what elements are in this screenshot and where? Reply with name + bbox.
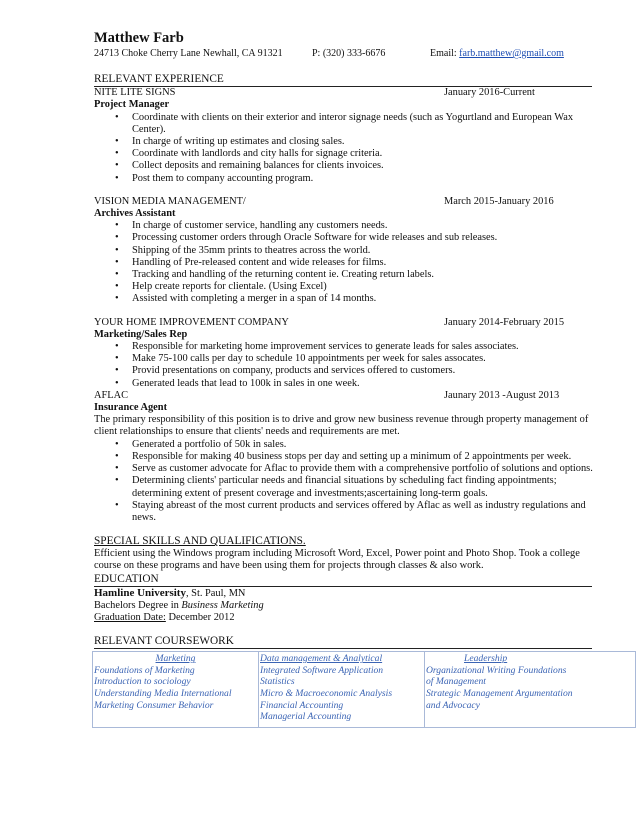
course-item: Integrated Software Application <box>260 664 384 676</box>
job-title: Marketing/Sales Rep <box>94 328 188 340</box>
bullet-item: • Staying abreast of the most current products and services offered by Aflac as well as industry regulations and news. <box>94 500 594 524</box>
section-heading-coursework: RELEVANT COURSEWORK <box>94 635 592 649</box>
bullet-item: • Collect deposits and remaining balances for clients invoices. <box>94 160 594 172</box>
job-dates: January 2016-Current <box>444 87 535 99</box>
bullet-item: • Make 75-100 calls per day to schedule 10 appointments per week for sales assocates. <box>94 353 594 365</box>
bullet-item: • In charge of writing up estimates and closing sales. <box>94 136 594 148</box>
job-title: Archives Assistant <box>94 208 176 220</box>
column-header: Data management & Analytical <box>260 653 383 665</box>
course-column-leadership <box>425 652 636 728</box>
course-column-data-management <box>259 652 425 728</box>
course-item: of Management <box>426 676 486 688</box>
course-item: Understanding Media International <box>94 687 232 699</box>
coursework-table <box>92 651 636 728</box>
bullet-item: • Generated leads that lead to 100k in sales in one week. <box>94 378 594 390</box>
job-bullets <box>94 341 594 390</box>
bullet-item: • Tracking and handling of the returning content ie. Creating return labels. <box>94 269 594 281</box>
bullet-item: • Determining clients' particular needs and financial situations by scheduling fact finding appointments; determining extent of present coverage and investments;ascertaining long-term goals. <box>94 475 594 499</box>
job-header <box>94 196 594 208</box>
bullet-item: • Processing customer orders through Oracle Software for wide releases and sub releases. <box>94 232 594 244</box>
job-title: Insurance Agent <box>94 402 168 414</box>
job-bullets <box>94 112 594 185</box>
course-item: Managerial Accounting <box>260 711 352 723</box>
bullet-item: • Responsible for making 40 business stops per day and setting up a minimum of 2 appointments per week. <box>94 451 594 463</box>
bullet-item: • Coordinate with clients on their exterior and interor signage needs (such as Yogurtland and European Wax Center). <box>94 112 594 136</box>
school-name: Hamline University <box>94 586 186 599</box>
company-name: VISION MEDIA MANAGEMENT/ <box>94 195 246 207</box>
bullet-item: • Generated a portfolio of 50k in sales. <box>94 439 594 451</box>
candidate-name: Matthew Farb <box>94 30 184 46</box>
course-item: Micro & Macroeconomic Analysis <box>260 687 393 699</box>
email-link[interactable]: farb.matthew@gmail.com <box>459 48 564 59</box>
degree-field: Business Marketing <box>181 599 264 611</box>
job-bullets <box>94 220 594 305</box>
company-name: AFLAC <box>94 389 129 401</box>
degree-prefix: Bachelors Degree in <box>94 599 182 611</box>
bullet-item: • Assisted with completing a merger in a span of 14 months. <box>94 293 594 305</box>
company-name: NITE LITE SIGNS <box>94 87 176 99</box>
job-dates: January 2014-February 2015 <box>444 316 565 328</box>
section-heading-skills: SPECIAL SKILLS AND QUALIFICATIONS. <box>94 535 306 548</box>
course-item: and Advocacy <box>426 699 480 711</box>
course-item: Organizational Writing Foundations <box>426 664 567 676</box>
job-dates: Jaunary 2013 -August 2013 <box>444 389 560 401</box>
course-item: Marketing Consumer Behavior <box>94 699 214 711</box>
course-item: Foundations of Marketing <box>94 664 195 676</box>
bullet-item: • Coordinate with landlords and city halls for signage criteria. <box>94 148 594 160</box>
course-item: Statistics <box>260 676 295 688</box>
bullet-item: • Responsible for marketing home improvement services to generate leads for sales associates. <box>94 341 594 353</box>
column-header: Leadership <box>464 653 508 665</box>
course-column-marketing <box>93 652 259 728</box>
bullet-item: • Shipping of the 35mm prints to theatres across the world. <box>94 245 594 257</box>
email-block <box>430 48 564 60</box>
school-line <box>94 587 594 600</box>
skills-text: Efficient using the Windows program including Microsoft Word, Excel, Power point and Photo Shop. Took a college course on these programs and have been using them for projects through classes & also work. <box>94 548 580 572</box>
resume-page <box>94 30 594 728</box>
section-heading-experience: RELEVANT EXPERIENCE <box>94 73 592 87</box>
job-header <box>94 317 594 329</box>
bullet-item: • In charge of customer service, handling any customers needs. <box>94 220 594 232</box>
bullet-item: • Serve as customer advocate for Aflac to provide them with a comprehensive portfolio of solutions and options. <box>94 463 594 475</box>
company-name: YOUR HOME IMPROVEMENT COMPANY <box>94 316 289 328</box>
email-label: Email: <box>430 48 460 59</box>
address: 24713 Choke Cherry Lane Newhall, CA 91321 <box>94 48 283 59</box>
graduation-date: December 2012 <box>165 611 235 623</box>
course-item: Financial Accounting <box>260 699 344 711</box>
bullet-item: • Help create reports for clientale. (Using Excel) <box>94 281 594 293</box>
table-row <box>93 652 636 728</box>
job-title: Project Manager <box>94 99 170 111</box>
graduation-label: Graduation Date: <box>94 611 166 623</box>
school-location: , St. Paul, MN <box>185 587 246 599</box>
bullet-item: • Handling of Pre-released content and wide releases for films. <box>94 257 594 269</box>
job-bullets <box>94 439 594 524</box>
degree-line <box>94 600 594 612</box>
graduation-line <box>94 612 594 624</box>
bullet-item: • Post them to company accounting program. <box>94 173 594 185</box>
job-header <box>94 87 594 99</box>
bullet-item: • Provid presentations on company, products and services offered to customers. <box>94 365 594 377</box>
job-dates: March 2015-January 2016 <box>444 195 554 207</box>
contact-line <box>94 48 594 60</box>
course-item: Strategic Management Argumentation <box>426 687 573 699</box>
section-heading-education: EDUCATION <box>94 573 592 587</box>
column-header: Marketing <box>155 653 196 665</box>
course-item: Introduction to sociology <box>94 676 191 688</box>
job-header <box>94 390 594 402</box>
job-summary: The primary responsibility of this position is to drive and grow new business revenue through property management of client relationships to ensure that clients' needs and requirements are met. <box>94 414 589 438</box>
phone: P: (320) 333-6676 <box>312 48 386 59</box>
